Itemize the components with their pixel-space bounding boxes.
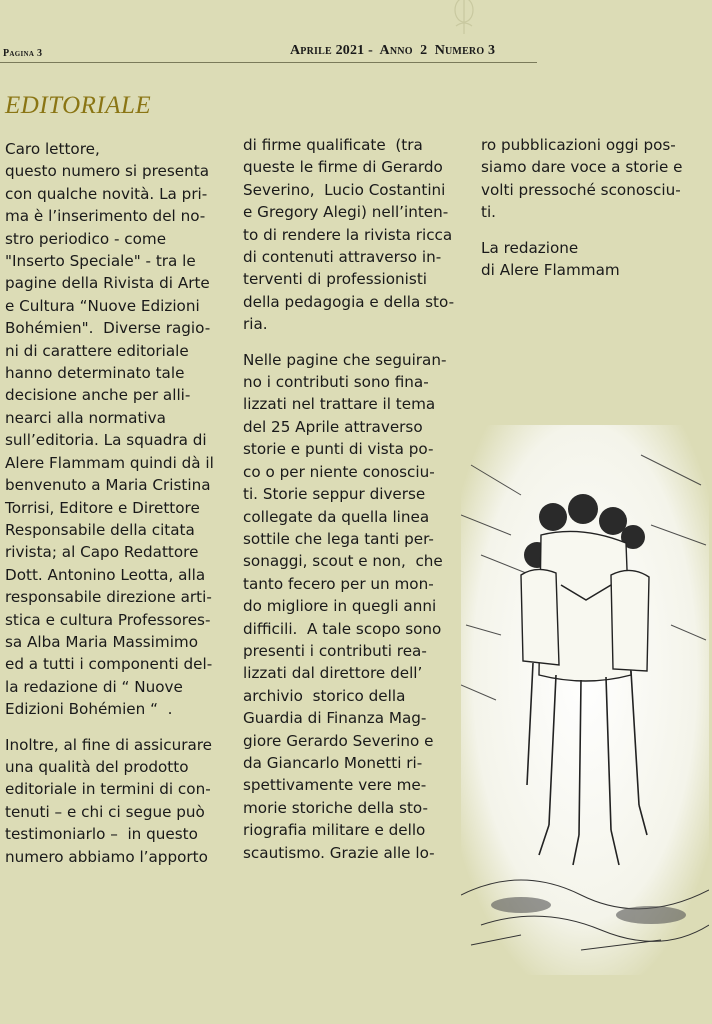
text-line: Dott. Antonino Leotta, alla <box>5 565 206 584</box>
text-line: stica e cultura Professores- <box>5 610 211 629</box>
text-line: ed a tutti i componenti del- <box>5 655 213 674</box>
page-number-label: Pagina 3 <box>3 48 43 59</box>
text-line: difficili. A tale scopo sono <box>243 619 442 638</box>
text-line: scautismo. Grazie alle lo- <box>243 843 435 862</box>
text-line: queste le firme di Gerardo <box>243 158 443 177</box>
text-line: siamo dare voce a storie e <box>481 158 683 177</box>
text-line: una qualità del prodotto <box>5 757 189 776</box>
scouts-group-illustration <box>461 425 709 975</box>
text-line: Alere Flammam quindi dà il <box>5 453 214 472</box>
text-line: giore Gerardo Severino e <box>243 731 434 750</box>
text-line: tanto fecero per un mon- <box>243 574 434 593</box>
text-line: con qualche novità. La pri- <box>5 184 208 203</box>
text-line: volti pressoché sconosciu- <box>481 180 681 199</box>
text-line: della pedagogia e della sto- <box>243 292 455 311</box>
text-line: spettivamente vere me- <box>243 776 427 795</box>
text-line: ni di carattere editoriale <box>5 341 189 360</box>
text-line: Bohémien". Diverse ragio- <box>5 319 211 338</box>
paragraph <box>5 138 237 721</box>
text-line: co o per niente conosciu- <box>243 462 435 481</box>
text-line: di Alere Flammam <box>481 261 620 280</box>
text-line: Torrisi, Editore e Direttore <box>5 498 200 517</box>
text-line: sonaggi, scout e non, che <box>243 552 443 571</box>
text-line: nearci alla normativa <box>5 408 166 427</box>
text-line: Severino, Lucio Costantini <box>243 180 446 199</box>
text-line: to di rendere la rivista ricca <box>243 225 453 244</box>
text-line: ro pubblicazioni oggi pos- <box>481 136 676 154</box>
text-line: editoriale in termini di con- <box>5 780 211 799</box>
text-line: ria. <box>243 315 268 334</box>
text-line: hanno determinato tale <box>5 364 185 383</box>
paragraph <box>5 734 237 868</box>
text-line: Responsabile della citata <box>5 520 195 539</box>
text-line: Guardia di Finanza Mag- <box>243 709 427 728</box>
text-line: "Inserto Speciale" - tra le <box>5 252 196 271</box>
text-line: sull’editoria. La squadra di <box>5 431 207 450</box>
text-line: e Cultura “Nuove Edizioni <box>5 296 200 315</box>
text-line: ma è l’inserimento del no- <box>5 207 206 226</box>
text-line: lizzati nel trattare il tema <box>243 395 436 414</box>
text-line: decisione anche per alli- <box>5 386 191 405</box>
text-line: collegate da quella linea <box>243 507 430 526</box>
text-line: di firme qualificate (tra <box>243 136 423 154</box>
text-line: la redazione di “ Nuove <box>5 677 183 696</box>
decorative-ornament-icon <box>444 0 484 36</box>
text-line: La redazione <box>481 238 579 257</box>
text-line: tenuti – e chi ci segue può <box>5 802 205 821</box>
text-line: benvenuto a Maria Cristina <box>5 476 211 495</box>
text-line: ti. <box>481 203 497 222</box>
article-title: EDITORIALE <box>5 92 152 119</box>
text-line: no i contributi sono fina- <box>243 373 429 392</box>
text-line: do migliore in quegli anni <box>243 597 437 616</box>
text-line: sottile che lega tanti per- <box>243 529 434 548</box>
text-line: del 25 Aprile attraverso <box>243 417 423 436</box>
text-line: morie storiche della sto- <box>243 798 428 817</box>
paragraph <box>243 349 465 864</box>
text-line: e Gregory Alegi) nell’inten- <box>243 203 449 222</box>
article-column-2 <box>243 134 465 864</box>
text-line: pagine della Rivista di Arte <box>5 274 210 293</box>
text-line: Caro lettore, <box>5 140 100 158</box>
text-line: terventi di professionisti <box>243 270 427 289</box>
text-line: da Giancarlo Monetti ri- <box>243 753 423 772</box>
text-line: lizzati dal direttore dell’ <box>243 664 423 683</box>
issue-info: Aprile 2021 - Anno 2 Numero 3 <box>290 43 496 58</box>
text-line: numero abbiamo l’apporto <box>5 847 208 866</box>
text-line: responsabile direzione arti- <box>5 588 212 607</box>
text-line: storie e punti di vista po- <box>243 440 434 459</box>
text-line: sa Alba Maria Massimimo <box>5 632 198 651</box>
article-column-3 <box>481 134 709 281</box>
paragraph <box>481 134 709 224</box>
text-line: Inoltre, al fine di assicurare <box>5 735 213 754</box>
paragraph <box>243 134 465 336</box>
article-column-1 <box>5 138 237 868</box>
text-line: di contenuti attraverso in- <box>243 248 442 267</box>
text-line: testimoniarlo – in questo <box>5 825 198 844</box>
text-line: Nelle pagine che seguiran- <box>243 350 447 369</box>
text-line: riografia militare e dello <box>243 821 426 840</box>
text-line: rivista; al Capo Redattore <box>5 543 199 562</box>
text-line: archivio storico della <box>243 686 406 705</box>
text-line: questo numero si presenta <box>5 162 210 181</box>
text-line: ti. Storie seppur diverse <box>243 485 426 504</box>
text-line: stro periodico - come <box>5 229 167 248</box>
signature-paragraph <box>481 237 709 282</box>
header-divider <box>0 62 537 63</box>
text-line: Edizioni Bohémien “ . <box>5 700 173 719</box>
text-line: presenti i contributi rea- <box>243 641 427 660</box>
